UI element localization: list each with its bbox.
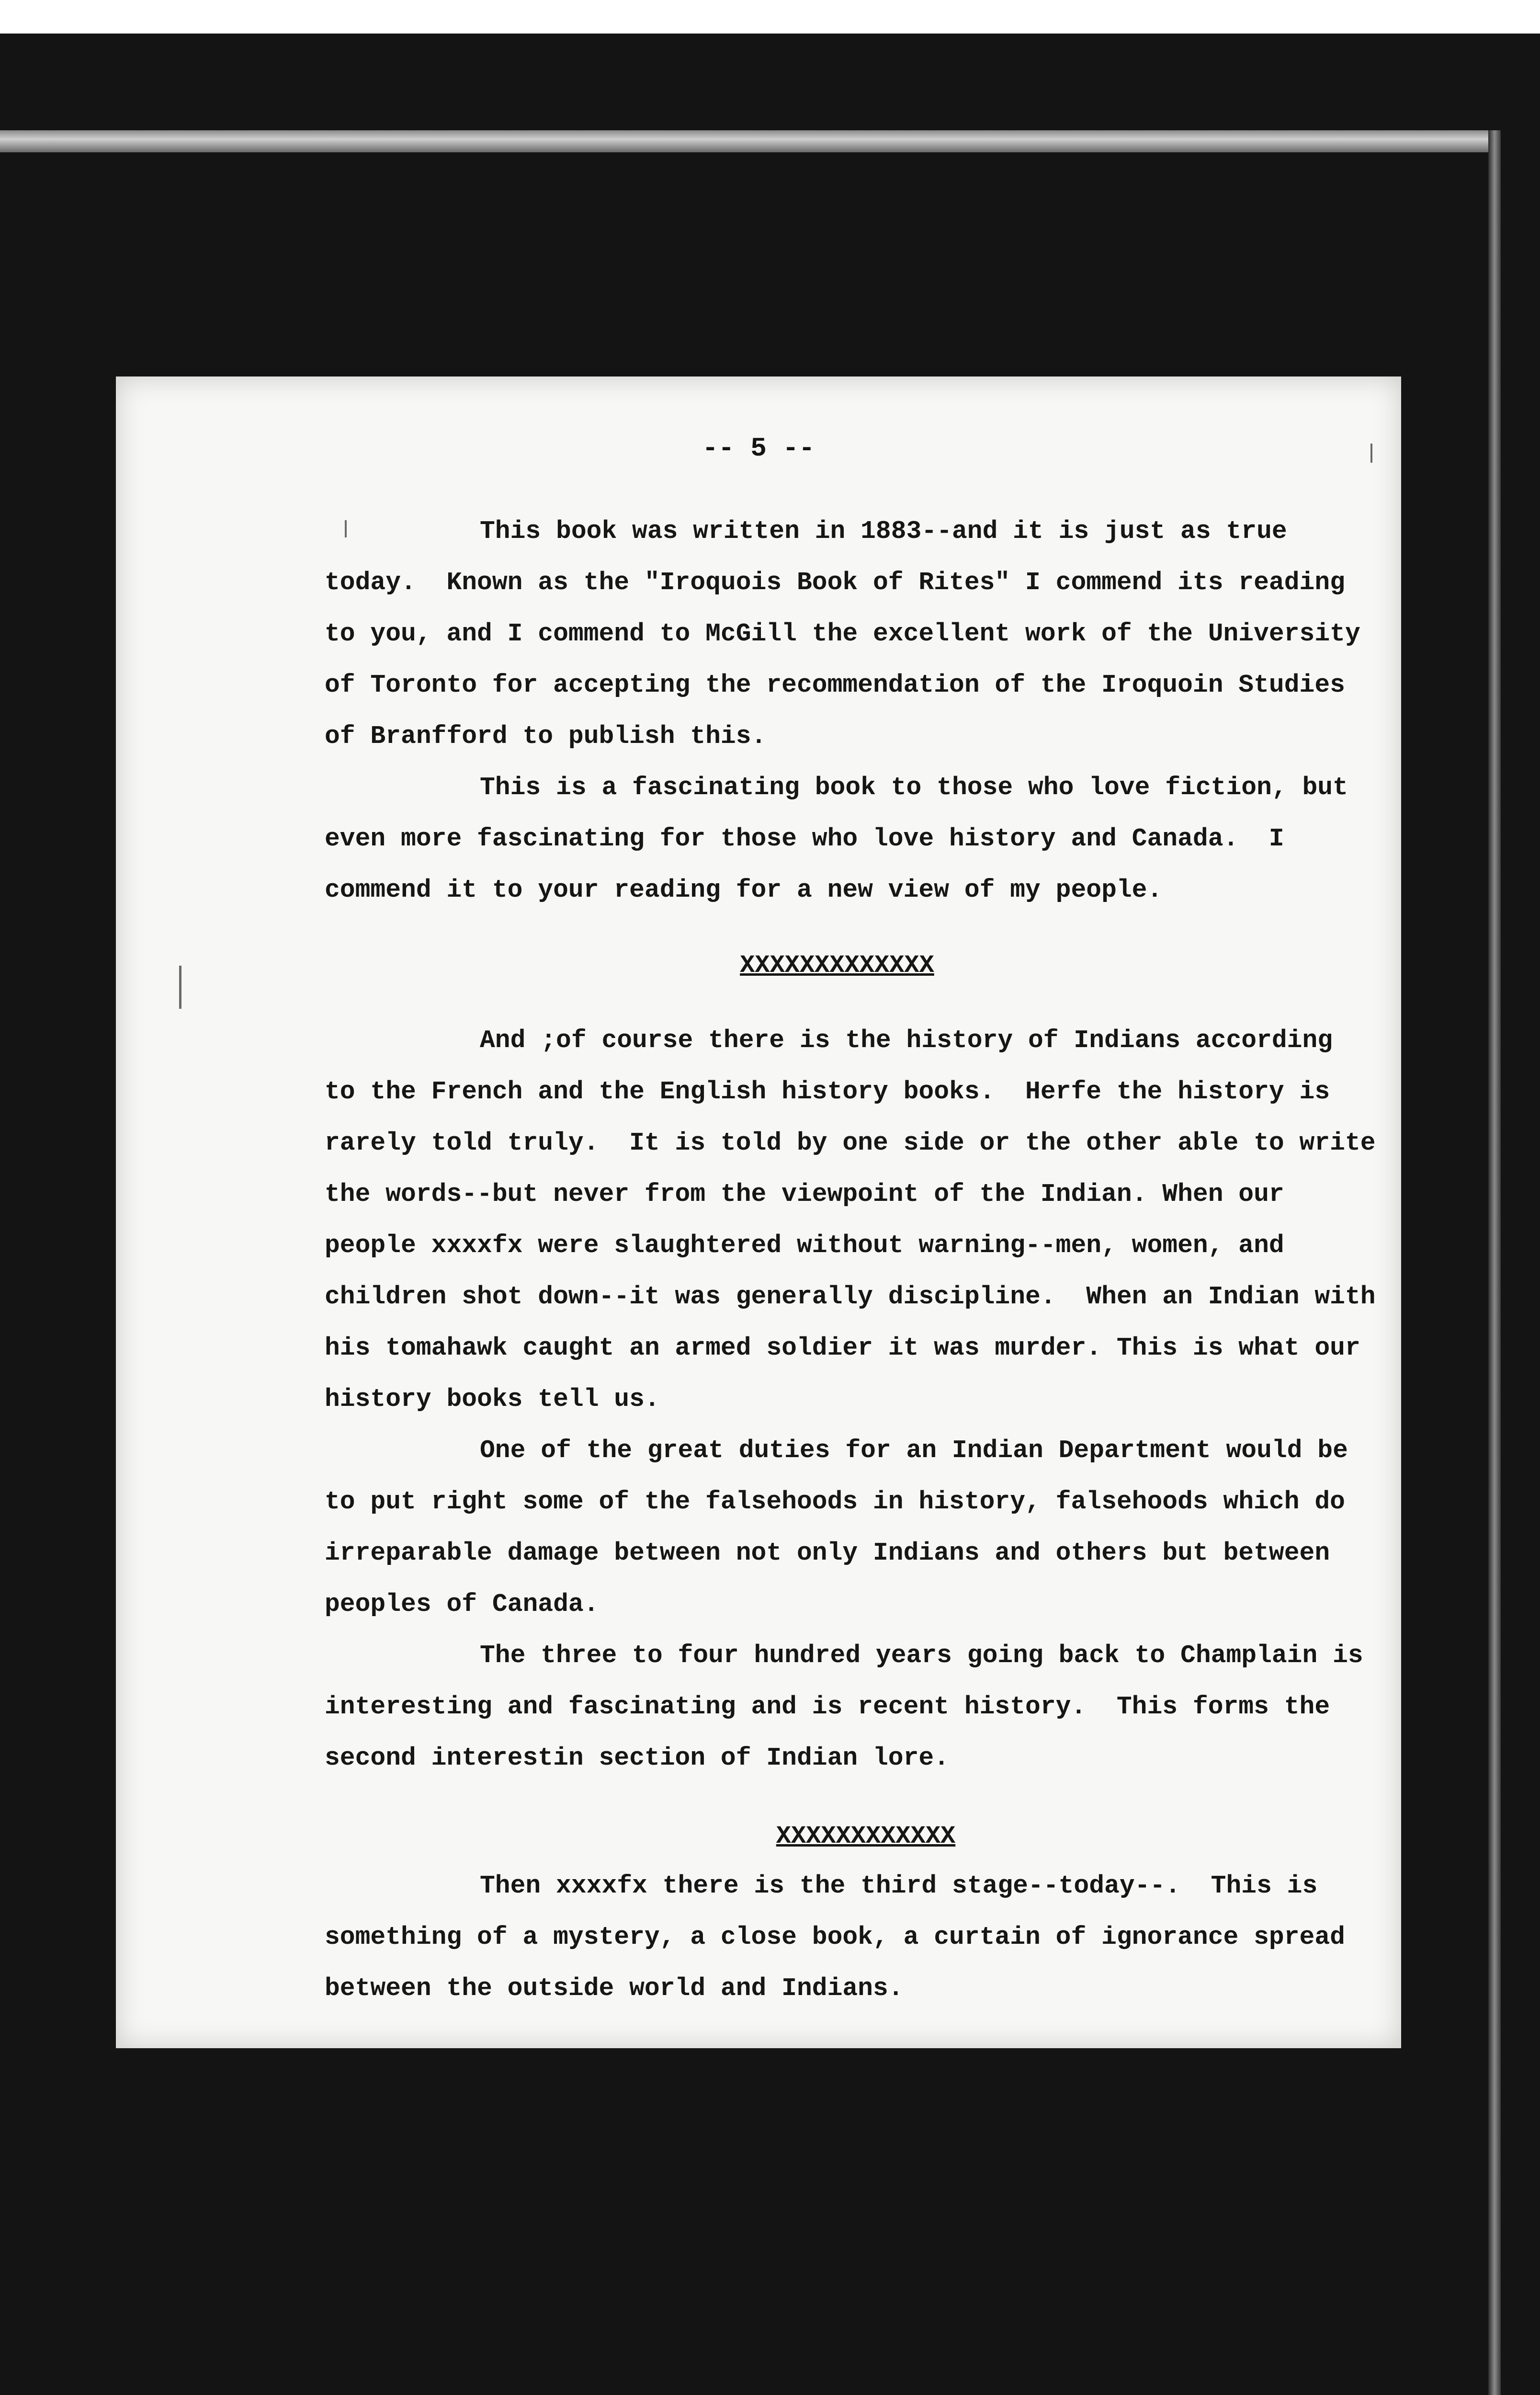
typed-page — [116, 376, 1401, 2048]
paragraph: One of the great duties for an Indian Department would be to put right some of the falsehoods in history, falsehoods which do irreparable damage between not only Indians and others but between peoples of Canada. — [325, 1436, 1363, 1619]
paragraph: This is a fascinating book to those who love fiction, but even more fascinating for those who love history and Canada. I commend it to your reading for a new view of my people. — [325, 773, 1363, 904]
paragraph: This book was written in 1883--and it is just as true today. Known as the "Iroquois Book of Rites" I commend its reading to you, and I commend to McGill the excellent work of the University of Toronto for accepting the recommendation of the Iroquoin Studies of Branfford to publish this. — [325, 517, 1376, 751]
paragraph: And ;of course there is the history of Indians according to the French and the English history books. Herfe the history is rarely told truly. It is told by one side or the other able to write the words--but never from the viewpoint of the Indian. When our people xxxxfx were slaughtered without warning--men, women, and children shot down--it was generally discipline. When an Indian with his tomahawk caught an armed soldier it was murder. This is what our history books tell us. — [325, 1026, 1391, 1414]
paragraph: The three to four hundred years going back to Champlain is interesting and fascinating and is recent history. This forms the second interestin section of Indian lore. — [325, 1641, 1379, 1772]
stray-mark — [1370, 444, 1372, 463]
page-number: -- 5 -- — [702, 433, 815, 464]
paragraph: Then xxxxfx there is the third stage--today--. This is something of a mystery, a close book, a curtain of ignorance spread between the outside world and Indians. — [325, 1871, 1360, 2003]
stray-mark — [179, 966, 181, 1009]
page-body-text — [325, 506, 1391, 2014]
section-separator: XXXXXXXXXXXXX — [740, 951, 934, 980]
film-strip-right-edge — [1488, 130, 1501, 2395]
section-separator: XXXXXXXXXXXX — [776, 1822, 956, 1850]
film-strip-top-edge — [0, 130, 1499, 152]
